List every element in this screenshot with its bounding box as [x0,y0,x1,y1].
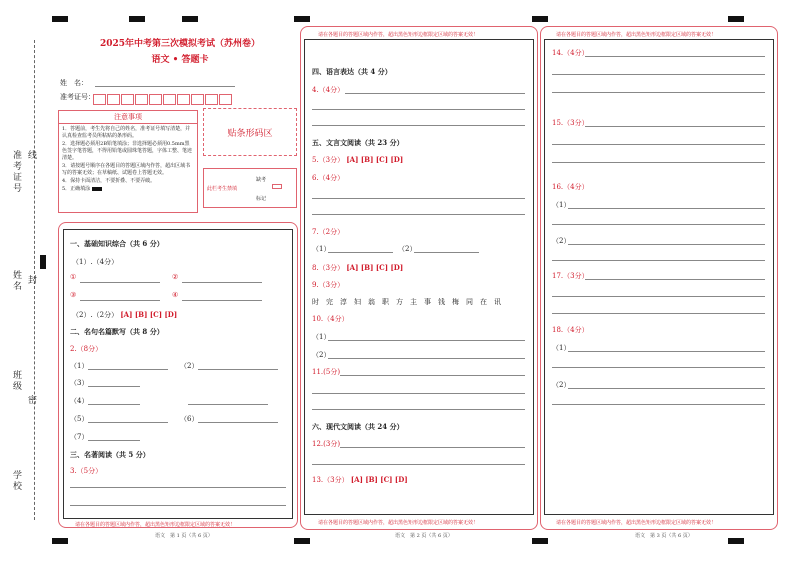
side-label-school: 学校 [11,470,21,492]
q15-line[interactable] [552,162,765,163]
exam-title: 2025年中考第三次模拟考试（苏州卷） [99,39,261,49]
q16-2-label: （2） [552,237,571,245]
q5-label: 5.（3分） [A] [B] [C] [D] [312,155,404,164]
registration-mark [182,16,198,22]
q1-2-options[interactable]: [A] [B] [C] [D] [120,310,178,319]
cut-label-line: 线 [26,150,36,161]
side-label-name: 姓名 [11,270,21,292]
q5-options[interactable]: [A] [B] [C] [D] [346,155,404,164]
q16-1-line[interactable] [552,224,765,225]
q1-1-label: （1）.（4分） [72,258,119,266]
q14-line[interactable] [552,92,765,93]
blank-4-line[interactable] [182,300,262,301]
registration-mark [728,538,744,544]
q15-line[interactable] [585,126,765,127]
section-3-title: 三、名著阅读（共 5 分） [70,450,150,459]
q17-label: 17.（3分） [552,272,589,280]
poem-6-label: （6） [180,415,199,423]
q4-line[interactable] [312,125,525,126]
q4-label: 4.（4分） [312,86,345,94]
notice-item: 1．答题前，考生先将自己的姓名，准考证号填写清楚，并认真检查监考员所粘贴的条形码。 [62,126,191,139]
blank-1-label: ① [70,273,77,281]
q10-2-line[interactable] [328,358,525,359]
registration-mark [294,16,310,22]
poem-4b-line[interactable] [188,404,268,405]
blank-3-line[interactable] [80,300,160,301]
absent-mark-text: 缺考 [256,177,267,183]
name-label: 姓 名： [60,79,88,87]
q17-line[interactable] [552,296,765,297]
side-label-id: 准考证号 [11,150,21,194]
absent-mark-text: 标记 [256,196,267,202]
poem-2-line[interactable] [198,369,278,370]
q11-line[interactable] [340,375,525,376]
absent-checkbox[interactable] [272,184,282,189]
barcode-label: 贴条形码区 [227,128,273,139]
registration-mark [294,538,310,544]
registration-mark [532,538,548,544]
page2-warning-top: 请在各题目的答题区域内作答，超出黑色矩形边框限定区域的答案无效！ [318,32,479,38]
q18-2-label: （2） [552,381,571,389]
section-2-title: 二、名句名篇默写（共 8 分） [70,327,164,336]
q18-2-line[interactable] [568,388,765,389]
poem-3-label: （3） [70,379,89,387]
notice-item: 2．选择题必须用2B铅笔填涂；非选择题必须用0.5mm黑色签字笔答题，不得用铅笔或圆珠笔答题，字体工整、笔迹清楚。 [62,141,193,161]
page1-footer: 语文 第 1 页（共 6 页） [155,533,213,539]
notice-item: 5．正确填涂 [62,186,194,193]
q17-line[interactable] [552,313,765,314]
poem-6-line[interactable] [198,422,278,423]
q7-1-label: （1） [312,245,331,253]
exam-subtitle: 语文 • 答题卡 [151,55,209,65]
q16-1-label: （1） [552,201,571,209]
filled-example-mark [92,187,102,191]
q16-2-line[interactable] [552,260,765,261]
q4-line[interactable] [312,109,525,110]
q4-line[interactable] [345,93,525,94]
q15-line[interactable] [552,144,765,145]
q6-line[interactable] [312,214,525,215]
registration-mark [728,16,744,22]
blank-2-line[interactable] [182,282,262,283]
section-6-title: 六、现代文阅读（共 24 分） [312,422,404,431]
q7-1-line[interactable] [328,252,393,253]
q13-options[interactable]: [A] [B] [C] [D] [350,475,408,484]
registration-mark [532,16,548,22]
id-number-cells[interactable] [93,90,233,109]
registration-mark [40,255,46,269]
q7-2-label: （2） [398,245,417,253]
q18-1-line[interactable] [568,351,765,352]
poem-4-line[interactable] [88,404,140,405]
q7-label: 7.（2分） [312,228,345,236]
poem-5-line[interactable] [88,422,168,423]
section-5-title: 五、文言文阅读（共 23 分） [312,138,404,147]
q18-2-line[interactable] [552,404,765,405]
poem-1-line[interactable] [88,369,168,370]
q8-label: 8.（3分） [A] [B] [C] [D] [312,263,404,272]
page2-warning-bottom: 请在各题目的答题区域内作答，超出黑色矩形边框限定区域的答案无效！ [318,520,479,526]
q13-label: 13.（3分） [A] [B] [C] [D] [312,475,408,484]
q6-line[interactable] [312,198,525,199]
q16-2-line[interactable] [568,244,765,245]
q10-2-label: （2） [312,351,331,359]
page3-footer: 语文 第 3 页（共 6 页） [635,533,693,539]
q15-label: 15.（3分） [552,119,589,127]
blank-3-label: ③ [70,291,77,299]
absent-box [203,168,297,208]
name-field[interactable] [95,86,235,87]
notice-item: 4．保持卡面清洁，不要折叠、不要弄破。 [62,178,156,184]
barcode-area [203,108,297,156]
page3-warning-bottom: 请在各题目的答题区域内作答，超出黑色矩形边框限定区域的答案无效！ [556,520,717,526]
notice-box [58,110,198,213]
q9-characters[interactable]: 时 完 淳 妇 翁 职 方 主 事 钱 梅 同 在 讯 [312,298,501,306]
q12-line[interactable] [340,447,525,448]
q3-line[interactable] [70,505,286,506]
q10-label: 10.（4分） [312,315,349,323]
registration-mark [52,16,68,22]
side-label-class: 班级 [11,370,21,392]
poem-4-label: （4） [70,397,89,405]
blank-2-label: ② [172,273,179,281]
q18-1-line[interactable] [552,367,765,368]
blank-1-line[interactable] [80,282,160,283]
q7-2-line[interactable] [414,252,479,253]
page1-warning: 请在各题目的答题区域内作答，超出黑色矩形边框限定区域的答案无效！ [75,522,236,528]
q3-label: 3.（5分） [70,467,103,475]
q14-label: 14.（4分） [552,49,589,57]
poem-7-line[interactable] [88,440,140,441]
q10-1-label: （1） [312,333,331,341]
id-label: 准考证号： [60,93,95,101]
q2-label: 2.（8分） [70,345,103,353]
q10-1-line[interactable] [328,340,525,341]
cut-label-seal: 封 [26,275,36,286]
q16-label: 16.（4分） [552,183,589,191]
poem-2-label: （2） [180,362,199,370]
q1-2-label: （2）.（2分） [A] [B] [C] [D] [72,310,178,319]
q16-1-line[interactable] [568,208,765,209]
poem-7-label: （7） [70,433,89,441]
q17-line[interactable] [585,279,765,280]
poem-5-label: （5） [70,415,89,423]
section-1-title: 一、基础知识综合（共 6 分） [70,239,164,248]
absent-label: 此栏考生禁填 [207,186,238,192]
registration-mark [129,16,145,22]
q11-line[interactable] [312,409,525,410]
poem-3-line[interactable] [88,386,140,387]
page2-footer: 语文 第 2 页（共 6 页） [395,533,453,539]
q14-line[interactable] [585,56,765,57]
q11-line[interactable] [312,393,525,394]
registration-mark [52,538,68,544]
q8-options[interactable]: [A] [B] [C] [D] [346,263,404,272]
notice-item: 3．请按题号顺序在各题目的答题区域内作答，超出区域书写的答案无效；在草稿纸、试题卷上答题无效。 [62,163,191,176]
cut-label-secret: 密 [26,395,36,406]
q12-line[interactable] [312,464,525,465]
q9-label: 9.（3分） [312,281,345,289]
q14-line[interactable] [552,74,765,75]
q11-label: 11.(5分) [312,368,341,376]
section-4-title: 四、语言表达（共 4 分） [312,67,392,76]
poem-1-label: （1） [70,362,89,370]
q18-label: 18.（4分） [552,326,589,334]
notice-title: 注意事项 [59,111,197,124]
page3-warning-top: 请在各题目的答题区域内作答，超出黑色矩形边框限定区域的答案无效！ [556,32,717,38]
q3-line[interactable] [70,487,286,488]
q6-label: 6.（4分） [312,174,345,182]
q12-label: 12.(3分) [312,440,341,448]
q18-1-label: （1） [552,344,571,352]
blank-4-label: ④ [172,291,179,299]
